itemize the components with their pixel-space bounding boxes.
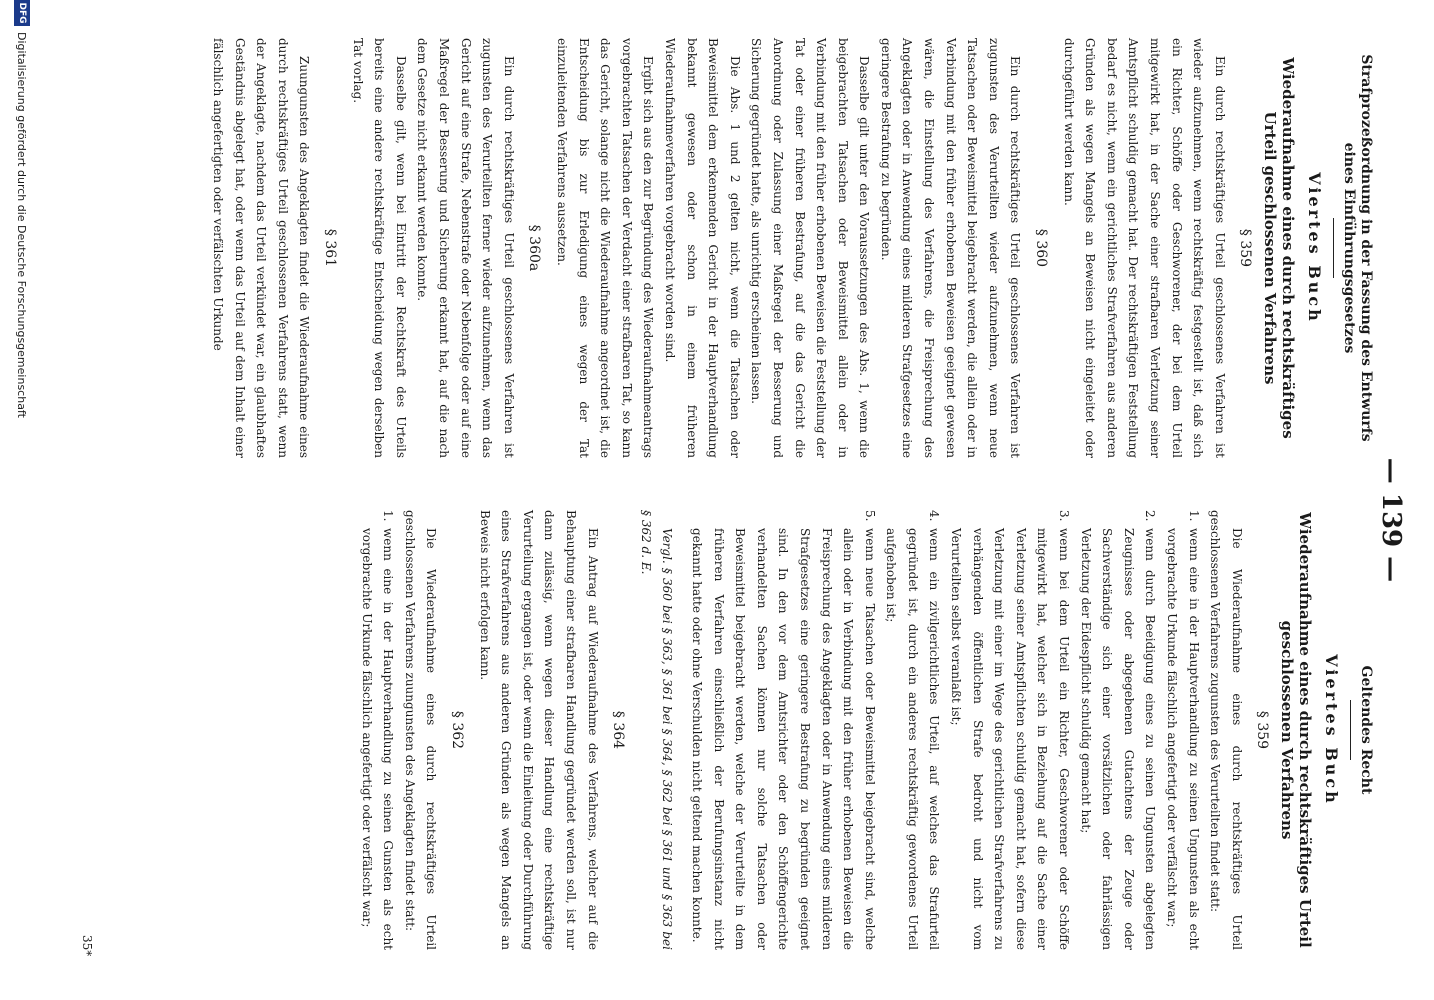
- right-section-title: Wiederaufnahme eines durch rechtskräftiges Urteil geschlossenen Verfahrens: [1278, 512, 1315, 948]
- list-text: wenn eine in der Hauptverhandlung zu seinen Gunsten als echt vorgebrachte Urkunde fälschlich angefertigt oder verfälscht war;: [359, 528, 396, 950]
- list-item: [1160, 510, 1203, 950]
- paragraph-number: § 360a: [526, 224, 543, 272]
- page-mark: 35*: [80, 935, 94, 957]
- list-item: [880, 510, 945, 950]
- paragraph-text: Ergibt sich aus den zur Begründung des Wiederaufnahmeantrags vorgebrachten Tatsachen der Verdacht einer strafbaren Tat, so kann das Gericht, solange nicht die Wiederaufnahme angeordnet ist, die Entscheidung bis zur Erledigung eines wegen der Tat einzuleitenden Verfahrens aussetzen.: [555, 38, 656, 458]
- list-number: 3.: [1057, 510, 1072, 522]
- paragraph-text: Ein Antrag auf Wiederaufnahme des Verfahrens, welcher auf die Behauptung einer strafbaren Handlung gegründet werden soll, ist nur dann zulässig, wenn wegen dieser Handlung eine rechtskräftige Verurteilung ergangen ist, oder wenn die Einleitung oder Durchführung eines Strafverfahrens aus anderen Gründen als wegen Mangels an Beweis nicht erfolgen kann.: [477, 510, 600, 950]
- page-number: — 139 —: [1376, 457, 1406, 583]
- paragraph-number: § 361: [322, 228, 339, 268]
- divider: [1333, 218, 1334, 278]
- paragraph-number: § 362: [449, 710, 466, 750]
- paragraph-text: Ein durch rechtskräftiges Urteil geschlossenes Verfahren ist zugunsten des Verurteilten wieder aufzunehmen, wenn neue Tatsachen oder Beweismittel beigebracht werden, die allein oder in Verbindung mit den früher erhobenen Beweisen geeignet gewesen wären, die Einstellung des Verfahrens, die Freisprechung des Angeklagten oder in Anwendung eines milderen Strafgesetzes eine geringere Bestrafung zu begründen.: [878, 38, 1023, 458]
- paragraph-text: Die Wiederaufnahme eines durch rechtskräftiges Urteil geschlossenen Verfahrens zugunsten des Verurteilten findet statt:: [1208, 510, 1244, 950]
- paragraph-text: Ein durch rechtskräftiges Urteil geschlossenes Verfahren ist zugunsten des Verurteilten ferner wieder aufzunehmen, wenn das Gericht auf eine Strafe, Nebenstrafe oder Nebenfolge oder auf eine Maßregel der Besserung und Sicherung erkannt hat, auf die nach dem Gesetze nicht erkannt werden konnte.: [415, 38, 516, 458]
- list-number: 5.: [862, 510, 877, 522]
- dfg-logo-icon: DFG: [14, 0, 30, 26]
- paragraph-text: Die Wiederaufnahme eines durch rechtskräftiges Urteil geschlossenen Verfahrens zuungunsten des Angeklagten findet statt:: [402, 510, 439, 950]
- right-column: [355, 510, 1374, 950]
- list-item: [1074, 510, 1160, 950]
- list-text: wenn ein zivilgerichtliches Urteil, auf welches das Strafurteil gegründet ist, durch ein anderes rechtskräftig gewordenes Urteil aufgehoben ist;: [884, 528, 942, 950]
- list-text: wenn neue Tatsachen oder Beweismittel beigebracht sind, welche allein oder in Verbindung mit den früher erhobenen Beweisen die Freisprechung des Angeklagten oder in Anwendung eines milderen Strafgesetzes eine geringere Bestrafung zu begründen geeignet sind. In den vor dem Amtsrichter oder den Schöffengerichte verhandelten Sachen können nur solche Tatsachen oder Beweismittel beigebracht werden, welche der Verurteilte in dem früheren Verfahren einschließlich der Berufungsinstanz nicht gekannt hatte oder ohne Verschulden nicht geltend machen konnte.: [689, 528, 877, 950]
- paragraph-text: Dasselbe gilt unter den Voraussetzungen des Abs. 1, wenn die beigebrachten Tatsachen oder Beweismittel allein oder in Verbindung mit den früher erhobenen Beweisen die Feststellung der Tat oder einer früheren Bestrafung, auf die das Gericht die Anordnung oder Zulassung einer Maßregel der Besserung und Sicherung gegründet hatte, als unrichtig erscheinen lassen.: [749, 38, 872, 458]
- list-number: 1.: [1186, 510, 1201, 522]
- digitization-footer: [10, 0, 34, 1000]
- list-number: 2.: [1143, 510, 1158, 522]
- paragraph-number: § 360: [1033, 228, 1050, 268]
- list-text: wenn bei dem Urteil ein Richter, Geschworener oder Schöffe mitgewirkt hat, welcher sich in Beziehung auf die Sache einer Verletzung seiner Amtspflichten schuldig gemacht hat, sofern diese Verletzung mit einer im Wege des gerichtlichen Strafverfahrens zu verhängenden öffentlichen Strafe bedroht und nicht vom Verurteilten selbst veranlaßt ist;: [949, 528, 1072, 950]
- list-number: 4.: [927, 510, 942, 522]
- paragraph-number: § 364: [610, 710, 627, 750]
- footer-text: Digitalisierung gefördert durch die Deutsche Forschungsgemeinschaft: [15, 32, 29, 418]
- divider: [1350, 700, 1351, 760]
- cross-reference-note: Vergl. § 360 bei § 363, § 361 bei § 364, § 362 bei § 361 und § 363 bei § 362 d. E.: [638, 510, 675, 950]
- paragraph-text: Die Abs. 1 und 2 gelten nicht, wenn die Tatsachen oder Beweismittel dem erkennenden Gericht in der Hauptverhandlung bekannt gewesen oder schon in einem früheren Wiederaufnahmeverfahren vorgebracht worden sind.: [662, 38, 742, 458]
- paragraph-text: Ein durch rechtskräftiges Urteil geschlossenes Verfahren ist wieder aufzunehmen, wenn rechtskräftig festgestellt ist, daß sich ein Richter, Schöffe oder Geschworener, der bei dem Urteil mitgewirkt hat, in der Sache einer strafbaren Verletzung seiner Amtspflicht schuldig gemacht hat. Der rechtskräftigen Feststellung bedarf es nicht, wenn ein gerichtliches Strafverfahren aus anderen Gründen als wegen Mangels an Beweisen nicht eingeleitet oder durchgeführt werden kann.: [1061, 38, 1227, 458]
- list-number: 1.: [381, 510, 396, 522]
- paragraph-text: Zuungunsten des Angeklagten findet die Wiederaufnahme eines durch rechtskräftiges Urteil geschlossenen Verfahrens statt, wenn der Angeklagte, nachdem das Urteil verkündet war, ein glaubhaftes Geständnis abgelegt hat, oder wenn das Urteil auf dem Inhalt einer fälschlich angefertigten oder verfälschten Urkunde: [211, 38, 312, 458]
- paragraph-number: § 359: [1237, 228, 1254, 268]
- list-item: [945, 510, 1075, 950]
- list-item: [685, 510, 879, 950]
- list-text: wenn durch Beeidigung eines zu seinen Ungunsten abgelegten Zeugnisses oder abgegebenen Gutachtens der Zeuge oder Sachverständige sich einer vorsätzlichen oder fahrlässigen Verletzung der Eidespflicht schuldig gemacht hat;: [1078, 528, 1158, 950]
- left-column-header: Strafprozeßordnung in der Fassung des Entwurfs eines Einführungsgesetzes: [1341, 54, 1374, 442]
- list-item: [355, 510, 398, 950]
- paragraph-number: § 359: [1254, 710, 1271, 750]
- list-text: wenn eine in der Hauptverhandlung zu seinen Ungunsten als echt vorgebrachte Urkunde fälschlich angefertigt oder verfälscht war;: [1165, 528, 1201, 950]
- left-column: [207, 38, 1375, 458]
- left-book-title: Viertes Buch: [1305, 172, 1324, 324]
- left-section-title: Wiederaufnahme eines durch rechtskräftiges Urteil geschlossenen Verfahrens: [1261, 57, 1298, 439]
- paragraph-text: Dasselbe gilt, wenn bei Eintritt der Rechtskraft des Urteils bereits eine andere rechtskräftige Entscheidung wegen derselben Tat vorlag.: [350, 38, 408, 458]
- right-column-header: Geltendes Recht: [1358, 665, 1374, 795]
- right-book-title: Viertes Buch: [1322, 654, 1341, 806]
